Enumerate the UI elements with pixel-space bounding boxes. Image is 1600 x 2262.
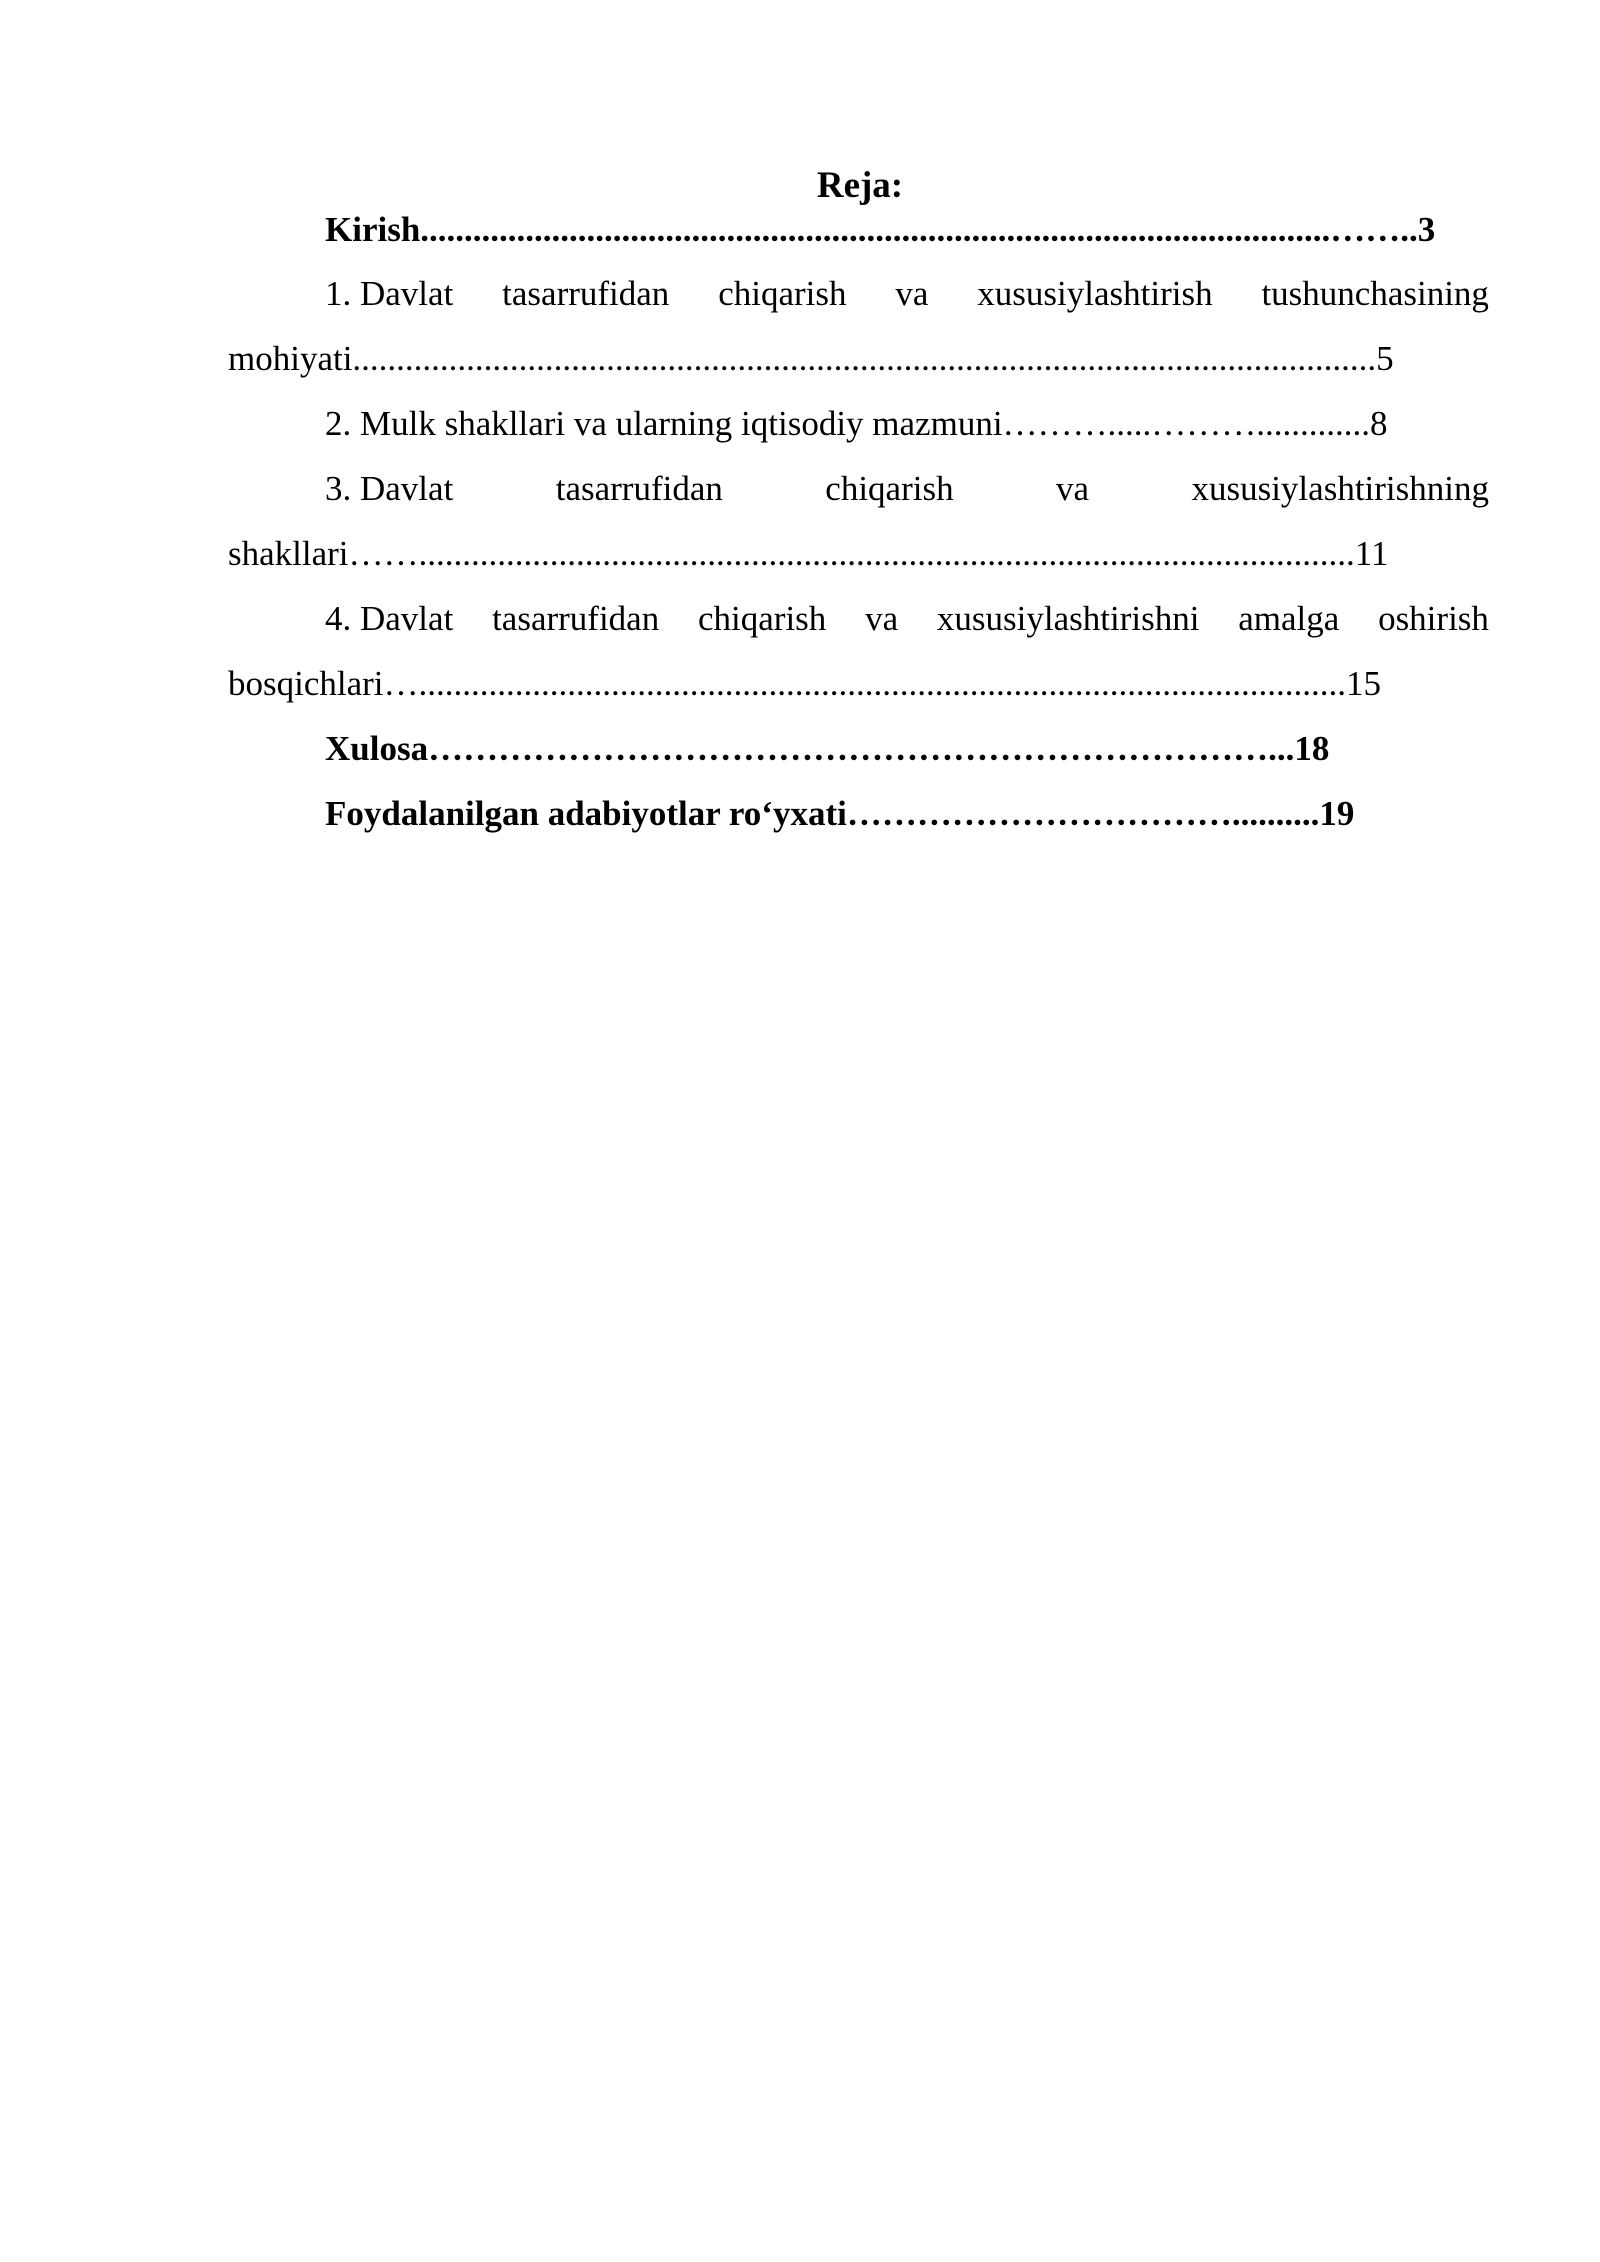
page-title: Reja:: [816, 165, 904, 206]
toc-word: tushunchasining: [1261, 274, 1489, 313]
toc-entry-4-line-2: bosqichlari…..........................................................................................................15: [228, 664, 1382, 703]
toc-word: xususiylashtirish: [977, 274, 1213, 313]
toc-word: oshirish: [1378, 599, 1489, 638]
toc-word: 1. Davlat: [325, 274, 454, 313]
toc-entry-3-line-2: shakllari……...........................................................................................................11: [228, 534, 1389, 573]
toc-entry-1-line-1: [228, 270, 1489, 318]
toc-word: 3. Davlat: [325, 469, 454, 508]
toc-word: tasarrufidan: [502, 274, 670, 313]
toc-word: chiqarish: [718, 274, 847, 313]
toc-entry-3-line-1: [228, 465, 1489, 513]
toc-word: xususiylashtirishni: [936, 599, 1200, 638]
toc-word: amalga: [1238, 599, 1340, 638]
toc-word: tasarrufidan: [492, 599, 660, 638]
toc-word: va: [865, 599, 899, 638]
toc-word: va: [895, 274, 929, 313]
toc-word: 4. Davlat: [325, 599, 454, 638]
toc-word: xususiylashtirishning: [1191, 469, 1489, 508]
toc-entry-4-line-1: [228, 595, 1489, 643]
toc-word: chiqarish: [698, 599, 827, 638]
toc-entry-1-line-2: mohiyati.....................................................................................................................5: [228, 339, 1394, 378]
toc-entry-references: Foydalanilgan adabiyotlar ro‘yxati……………………………..........19: [325, 794, 1355, 833]
toc-word: chiqarish: [825, 469, 954, 508]
toc-word: tasarrufidan: [555, 469, 723, 508]
toc-word: va: [1056, 469, 1090, 508]
toc-entry-conclusion: Xulosa………………………………………………………………...18: [325, 729, 1330, 768]
toc-entry-intro: Kirish........................................................................................................……..3: [325, 210, 1436, 249]
toc-entry-2: 2. Mulk shakllari va ularning iqtisodiy mazmuni……….....……….............8: [325, 404, 1388, 443]
